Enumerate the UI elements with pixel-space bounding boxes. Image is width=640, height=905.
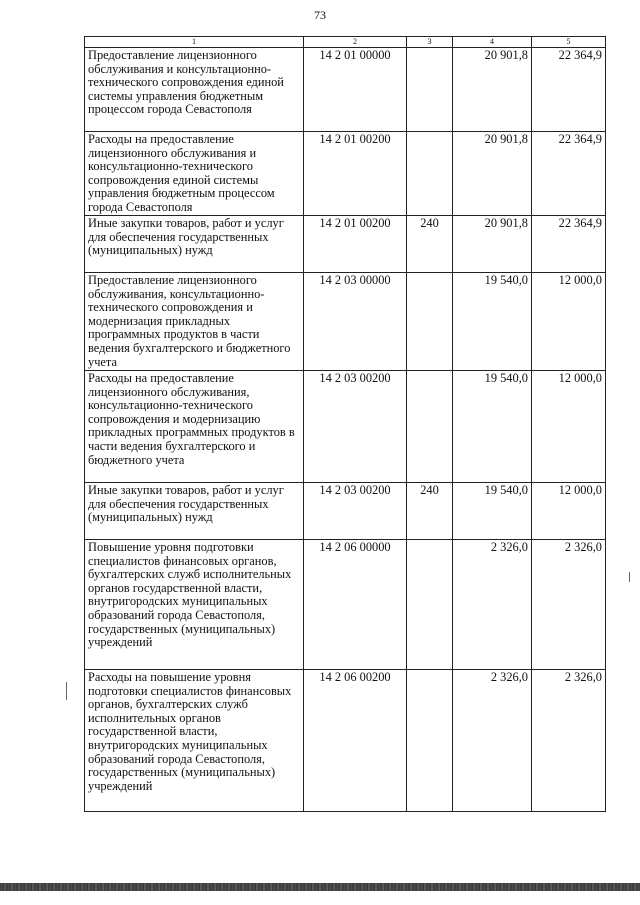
row-value-5: 22 364,9 [532, 48, 606, 132]
row-value-4: 19 540,0 [453, 371, 532, 483]
row-value-4: 2 326,0 [453, 670, 532, 812]
header-col-4: 4 [453, 37, 532, 48]
row-name: Предоставление лицензионного обслуживания, консультационно-технического сопровождения и модернизация прикладных программных продуктов в части ведения бухгалтерского и бюджетного учета [85, 273, 304, 371]
table-row [85, 483, 606, 540]
row-name: Иные закупки товаров, работ и услуг для обеспечения государственных (муниципальных) нужд [85, 216, 304, 273]
row-vr: 240 [407, 483, 453, 540]
header-col-2: 2 [304, 37, 407, 48]
table-row [85, 48, 606, 132]
scan-artifact-mark [66, 682, 67, 700]
header-col-1: 1 [85, 37, 304, 48]
row-code: 14 2 03 00200 [304, 371, 407, 483]
row-value-5: 12 000,0 [532, 371, 606, 483]
scan-artifact-bar [0, 883, 640, 891]
row-code: 14 2 01 00200 [304, 132, 407, 216]
row-code: 14 2 06 00000 [304, 540, 407, 670]
row-vr: 240 [407, 216, 453, 273]
table-row [85, 540, 606, 670]
table-body [85, 48, 606, 812]
row-value-5: 2 326,0 [532, 670, 606, 812]
row-vr [407, 670, 453, 812]
table-row [85, 132, 606, 216]
table-row [85, 273, 606, 371]
row-vr [407, 540, 453, 670]
table-row [85, 371, 606, 483]
row-code: 14 2 01 00200 [304, 216, 407, 273]
row-vr [407, 132, 453, 216]
row-value-5: 22 364,9 [532, 216, 606, 273]
row-value-4: 19 540,0 [453, 273, 532, 371]
row-code: 14 2 01 00000 [304, 48, 407, 132]
row-code: 14 2 03 00000 [304, 273, 407, 371]
row-vr [407, 48, 453, 132]
row-value-5: 12 000,0 [532, 273, 606, 371]
row-code: 14 2 06 00200 [304, 670, 407, 812]
row-value-4: 20 901,8 [453, 48, 532, 132]
page-number: 73 [314, 8, 326, 22]
row-value-5: 2 326,0 [532, 540, 606, 670]
row-value-4: 19 540,0 [453, 483, 532, 540]
header-col-5: 5 [532, 37, 606, 48]
row-name: Расходы на предоставление лицензионного обслуживания, консультационно-технического сопровождения и модернизацию прикладных программных продуктов в части ведения бухгалтерского и бюджетного учета [85, 371, 304, 483]
budget-table [84, 36, 606, 812]
row-vr [407, 273, 453, 371]
row-value-4: 20 901,8 [453, 132, 532, 216]
header-row [85, 37, 606, 48]
row-value-5: 12 000,0 [532, 483, 606, 540]
row-name: Повышение уровня подготовки специалистов финансовых органов, бухгалтерских служб исполнительных органов государственной власти, внутригородских муниципальных образований города Севастополя, государственных (муниципальных) учреждений [85, 540, 304, 670]
row-value-4: 2 326,0 [453, 540, 532, 670]
row-value-4: 20 901,8 [453, 216, 532, 273]
row-name: Расходы на повышение уровня подготовки специалистов финансовых органов, бухгалтерских служб исполнительных органов государственной власти, внутригородских муниципальных образований города Севастополя, государственных (муниципальных) учреждений [85, 670, 304, 812]
row-name: Расходы на предоставление лицензионного обслуживания и консультационно-технического сопровождения единой системы управления бюджетным процессом города Севастополя [85, 132, 304, 216]
scan-artifact-mark [629, 572, 630, 582]
row-code: 14 2 03 00200 [304, 483, 407, 540]
row-name: Иные закупки товаров, работ и услуг для обеспечения государственных (муниципальных) нужд [85, 483, 304, 540]
table-header [85, 37, 606, 48]
header-col-3: 3 [407, 37, 453, 48]
row-value-5: 22 364,9 [532, 132, 606, 216]
table-row [85, 670, 606, 812]
row-name: Предоставление лицензионного обслуживания и консультационно-технического сопровождения единой системы управления бюджетным процессом города Севастополя [85, 48, 304, 132]
row-vr [407, 371, 453, 483]
table-row [85, 216, 606, 273]
